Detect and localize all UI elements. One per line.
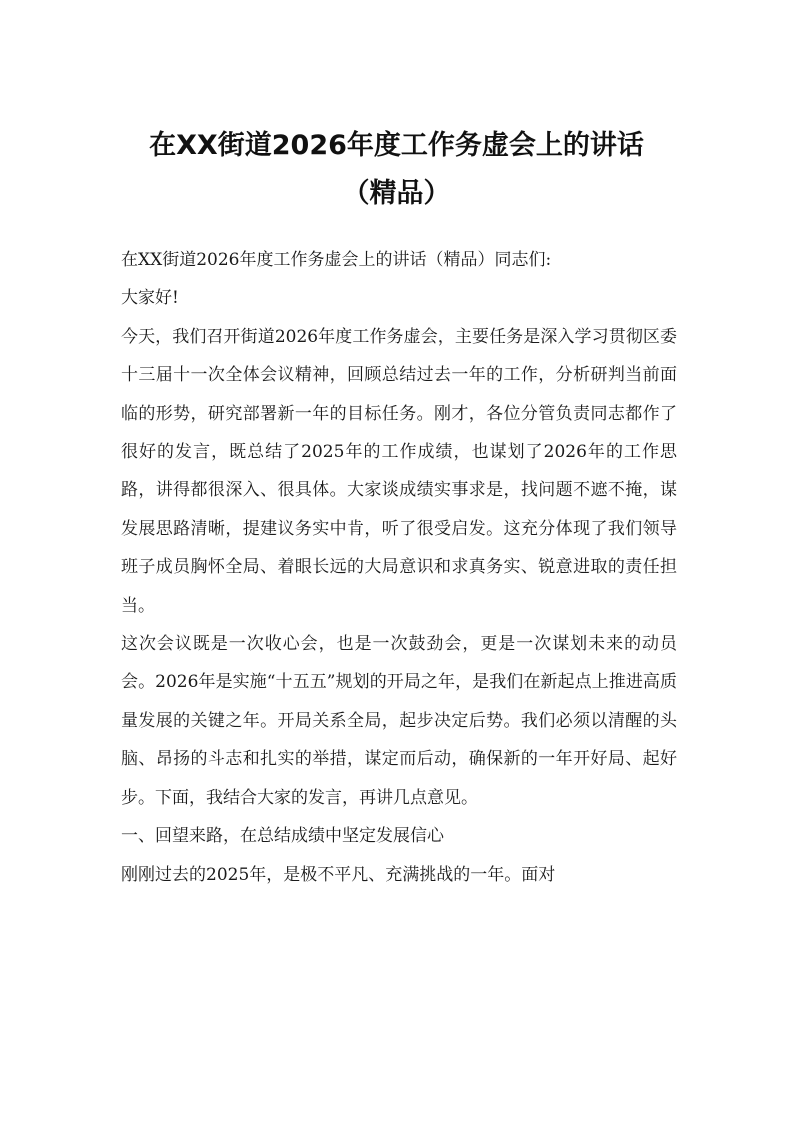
document-body — [121, 241, 677, 894]
greeting: 大家好! — [121, 288, 179, 309]
paragraph-review: 刚刚过去的2025年，是极不平凡、充满挑战的一年。面对 — [121, 864, 556, 885]
opening-line: 在XX街道2026年度工作务虚会上的讲话（精品）同志们: — [121, 250, 552, 270]
paragraph-intro: 今天，我们召开街道2026年度工作务虚会，主要任务是深入学习贯彻区委十三届十一次全体会议精神，回顾总结过去一年的工作，分析研判当前面临的形势，研究部署新一年的目标任务。刚才，各位分管负责同志都作了很好的发言，既总结了2025年的工作成绩，也谋划了2026年的工作思路，讲得都很深入、很具体。大家谈成绩实事求是，找问题不遮不掩，谋发展思路清晰，提建议务实中肯，听了很受启发。这充分体现了我们领导班子成员胸怀全局、着眼长远的大局意识和求真务实、锐意进取的责任担当。 — [121, 326, 677, 616]
document-title: 在XX街道2026年度工作务虚会上的讲话 — [149, 130, 644, 161]
section-heading-1: 一、回望来路，在总结成绩中坚定发展信心 — [121, 826, 444, 847]
document-title-suffix: （精品） — [342, 178, 451, 209]
paragraph-meeting-purpose: 这次会议既是一次收心会，也是一次鼓劲会，更是一次谋划未来的动员会。2026年是实施“十五五”规划的开局之年，是我们在新起点上推进高质量发展的关键之年。开局关系全局，起步决定后势。我们必须以清醒的头脑、昂扬的斗志和扎实的举措，谋定而后动，确保新的一年开好局、起好步。下面，我结合大家的发言，再讲几点意见。 — [121, 634, 677, 808]
